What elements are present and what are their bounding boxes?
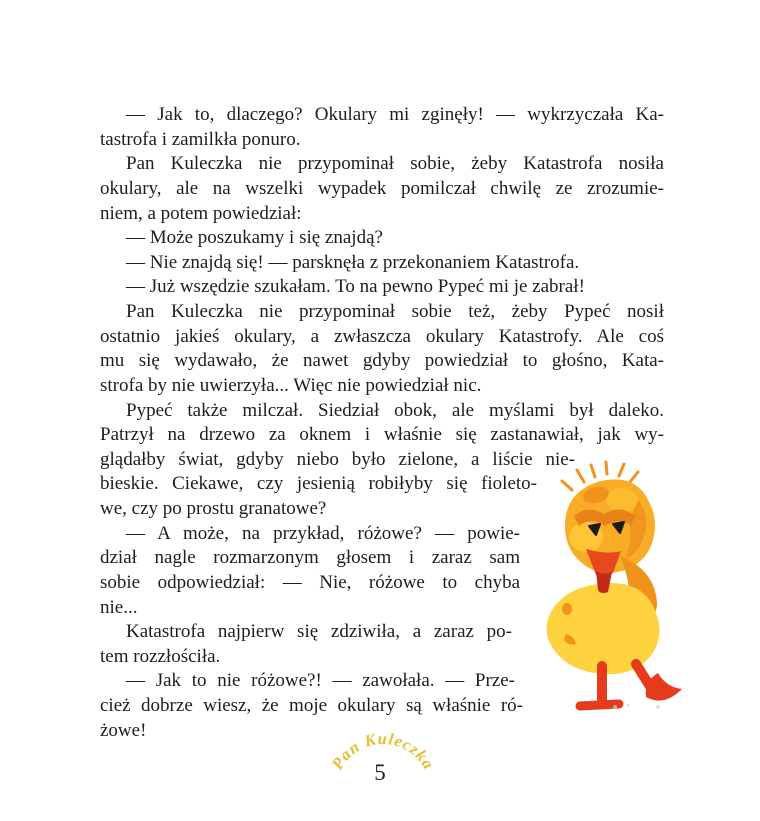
text-line: Patrzył na drzewo za oknem i właśnie się zastanawiał, jak wy- — [100, 424, 664, 446]
page-number: 5 — [374, 760, 386, 785]
text-line: Pan Kuleczka nie przypominał sobie też, żeby Pypeć nosił — [126, 301, 664, 322]
text-line: tem rozzłościła. — [100, 645, 221, 667]
text-line: — Już wszędzie szukałam. To na pewno Pypeć mi je zabrał! — [126, 276, 585, 298]
text-line: — Jak to nie różowe?! — zawołała. — Prze- — [126, 670, 515, 692]
text-line: Katastrofa najpierw się zdziwiła, a zaraz po- — [126, 621, 512, 643]
text-line: strofa by nie uwierzyła... Więc nie powiedział nic. — [100, 374, 482, 396]
text-line: ostatnio jakieś okulary, a zwłaszcza okulary Katastrofy. Ale coś — [100, 325, 664, 347]
text-line: cież dobrze wiesz, że moje okulary są właśnie ró- — [100, 695, 523, 716]
text-line: Pan Kuleczka nie przypominał sobie, żeby Katastrofa nosiła — [126, 153, 664, 175]
text-line: okulary, ale na wszelki wypadek pomilczał chwilę ze zrozumie- — [100, 177, 664, 199]
text-line: — Nie znajdą się! — parsknęła z przekonaniem Katastrofa. — [126, 251, 580, 273]
text-line: — A może, na przykład, różowe? — powie- — [126, 522, 520, 544]
text-line: — Jak to, dlaczego? Okulary mi zginęły! — wykrzyczała Ka- — [126, 104, 664, 125]
text-line: mu się wydawało, że nawet gdyby powiedział to głośno, Kata- — [100, 350, 664, 372]
duckling-illustration — [540, 450, 715, 725]
text-line: Pypeć także milczał. Siedział obok, ale myślami był daleko. — [126, 399, 664, 421]
series-title-text: Pan Kuleczka — [327, 728, 439, 773]
text-line: żowe! — [100, 719, 147, 741]
text-line: — Może poszukamy i się znajdą? — [126, 227, 383, 249]
text-line: sobie odpowiedział: — Nie, różowe to chyba — [100, 571, 520, 593]
text-line: nie... — [100, 596, 138, 618]
duck-head-highlight — [606, 488, 638, 512]
duck-belly-spot — [562, 603, 572, 615]
text-line: niem, a potem powiedział: — [100, 202, 302, 224]
text-line: tastrofa i zamilkła ponuro. — [100, 128, 301, 150]
text-line: bieskie. Ciekawe, czy jesienią robiłyby się fioleto- — [100, 473, 537, 495]
text-line: dział nagle rozmarzonym głosem i zaraz sam — [100, 547, 520, 569]
text-line: glądałby świat, gdyby niebo było zielone, a liście nie- — [100, 448, 575, 470]
text-line: we, czy po prostu granatowe? — [100, 498, 327, 519]
duck-body — [546, 583, 659, 674]
duck-right-foot — [646, 673, 682, 701]
